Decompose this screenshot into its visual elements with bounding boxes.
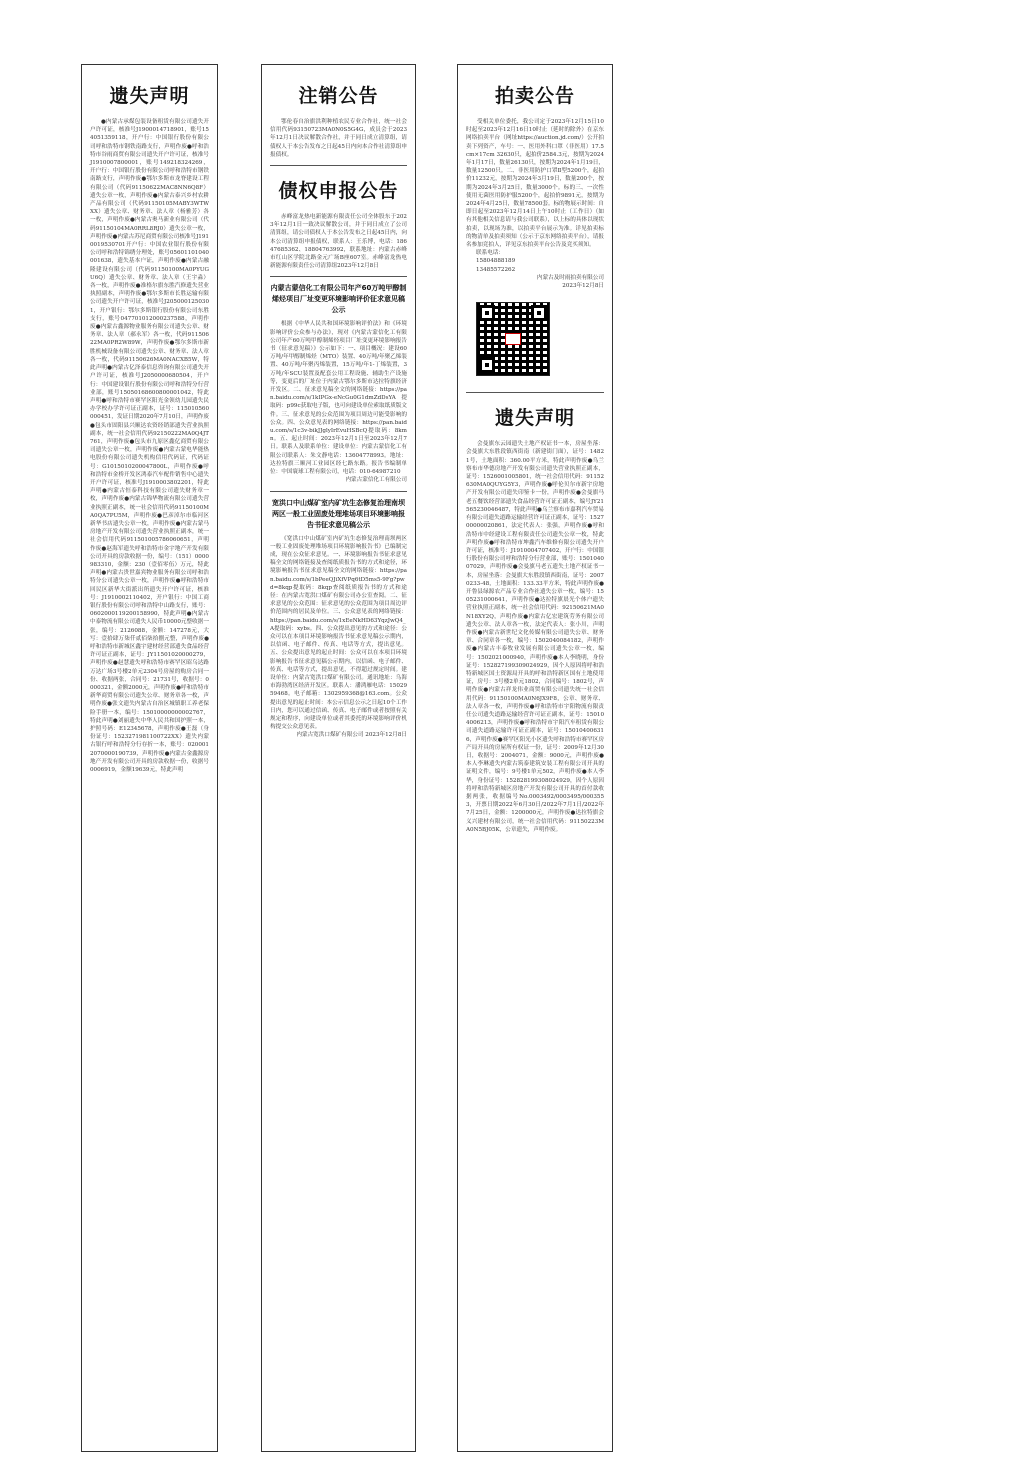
section-heading: 遗失声明 bbox=[494, 407, 575, 430]
deregistration-notice-section bbox=[270, 81, 407, 166]
eia-notice-section-2 bbox=[270, 498, 407, 746]
section-heading: 债权申报公告 bbox=[278, 180, 399, 203]
notice-body: ●内蒙古承煤包装设备租赁有限公司遗失开户许可证，核准号J1900014718901，账号154051359118，开户行：中国银行股份有限公司呼和浩特市钢铁南路支行，声明作废●呼和浩特市谷雨商贸有限公司遗失开户许可证，核准号J1910007800001，账号149218324269，开户行：中国银行股份有限公司呼和浩特市钢铁南路支行，声明作废●鄂尔多斯市龙脊建设工程有限公司（代码91150622MAC8NN6Q8F）遗失公章一枚，声明作废●内蒙古泰兴乡村农耕产品有限公司（代码91150105MABY3WTWXX）遗失公章、财务章、法人章（杨雅芳）各一枚，声明作废●内蒙古奥马新业有限公司（代码91150104MA0RRL8RJ0）遗失公章一枚，声明作废●内蒙古苏尼商贸有限公司核准号J1910019530701开户行：中国农业银行股份有限公司呼和浩特锦绣分理处，账号05601101040001638，遗失基本户证，声明作废●内蒙古融隆建设有限公司（代码91150100MA0PYUGU6Q）遗失公章、财务章、法人章（王宇淼）各一枚，声明作废●准格尔旗东胜汽修遗失营业执照副本，声明作废●鄂尔多斯市长胜运输有限公司遗失开户许可证，核准号J2050001250301，开户银行：鄂尔多斯银行股份有限公司东胜支行，账号047701012000237588，声明作废●内蒙古鑫源物业服务有限公司遗失公章、财务章、法人章（郝永军）各一枚，代码91150622MA0PR2W89W，声明作废●鄂尔多斯市新胜机械设备有限公司遗失公章、财务章、法人章各一枚，代码91150626MA0NACXB5W，特此声明●内蒙古亿泽泰信息咨询有限公司遗失开户许可证，核准号J2050000680504，开户行：中国建设银行股份有限公司呼和浩特分行营业部，账号15050168600800001042，特此声明●呼和浩特市赛罕区阳光金领幼儿园遗失民办学校办学许可证正副本，证号：115010560000451，发证日期2020年7月10日，声明作废●包头市固阳县兴顺达农资经销部遗失营业执照副本，统一社会信用代码92150222MA0Q4JT761，声明作废●包头市九原区鑫亿商贸有限公司遗失公章一枚，声明作废●内蒙古蒙电华能热电股份有限公司遗失机构信用代码证，代码证号：G1015010200047800L，声明作废●呼和浩特市金桥开发区鸿泰汽车配件销售中心遗失开户许可证，核准号J1910003802201，特此声明●内蒙古恒泰科技有限公司遗失财务章一枚，声明作废●内蒙古锦华物流有限公司遗失营业执照正副本，统一社会信用代码91150100MA0QA7PU5M，声明作废●巴彦淖尔市临河区新华书店遗失公章一枚，声明作废●内蒙古蒙马房地产开发有限公司遗失营业执照正副本，统一社会信用代码911501005786060651，声明作废●赵海军遗失呼和浩特市金宇地产开发有限公司开具的房款收据一份，编号：（151）0000983310，金额：230（壹佰零伍）万元，特此声明●内蒙古贵世嘉宾物业服务有限公司呼和浩特分公司遗失公章一枚，声明作废●呼和浩特市回民区新华大街派出所遗失开户许可证，核准号：J1910002110402，开户银行：中国工商银行股份有限公司呼和浩特中山路支行，账号：0602000119200158990，特此声明●内蒙古中泰物流有限公司遗失人民币10000元整收据一张，编号：2126088，金额：147278元，大写：壹拾肆万柒仟贰佰柒拾捌元整，声明作废●呼和浩特市新城区鑫宇建材经营部遗失食品经营许可证正副本，证号：JY11501020000279，声明作废●赵慧遗失呼和浩特市赛罕区昭乌达路万达广场3号楼2单元2304号房屋的购房合同一份、收据两张，合同号：21731号，收据号：0000321，金额2000元，声明作废●呼和浩特市新华商贸有限公司遗失公章、财务章各一枚，声明作废●张文遗失内蒙古自治区城镇职工养老保险手册一本，编号：15010000000002767，特此声明●刘丽遗失中华人民共和国护照一本，护照号码：E12345678，声明作废●王磊（身份证号：1523271981100722XX）遗失内蒙古银行呼和浩特分行存折一本，账号：0200012070000190739，声明作废●内蒙古金鑫源房地产开发有限公司开具的房款收据一份，收据号0006919，金额19639元，特此声明 bbox=[90, 119, 209, 774]
claims-notice-section bbox=[270, 176, 407, 277]
notice-date: 2023年12月8日 bbox=[562, 283, 604, 290]
column-left bbox=[81, 64, 218, 1452]
notice-signature: 内蒙古蒙信化工有限公司 bbox=[345, 477, 407, 484]
section-heading: 遗失声明 bbox=[109, 85, 190, 107]
notice-body: 赤峰富龙热电新能源有限责任公司全体股东于2023年12月1日一致决议解散公司，并于同日成立了公司清算组，请公司债权人于本公告发布之日起45日内，向本公司清算组申报债权，联系人：王乐博，电话：18647685362、18804763992，联系地址：内蒙古赤峰市红山区学院北路金元广场B座607室。赤峰富龙热电新能源有限责任公司清算组2023年12月8日 bbox=[270, 214, 407, 270]
contact-label: 联系电话： bbox=[476, 250, 504, 257]
lost-notice-section bbox=[90, 81, 209, 780]
notice-body: 《宽洪口中山煤矿室内矿坑生态修复治理南坝两区一般工业固废处理堆场项目环境影响报告书》已编制完成，现在公众征求意见。一、环境影响报告书征求意见稿全文的网络链接及查阅纸质报告书的方式和途径，环境影响报告书征求意见稿全文的网络链接：https://pan.baidu.com/s/1bPeeQJiXfVPq6tD5ms5-9Fg?pwd=8kqp提取码：8kqp查阅纸质报告书的方式和途径：在内蒙古宽洪口煤矿有限公司办公室查阅。二、征求意见的公众范围：征求意见的公众范围为项目周边评价范围内的居民及单位。三、公众意见表的网络链接：https://pan.baidu.com/s/1xEeNkHD63YqzJwQ4_A提取码：xybs。四、公众提出意见的方式和途径：公众可以在本项目环境影响报告书征求意见稿公示期内，以信函、电子邮件、传真、电话等方式，提出意见。五、公众提出意见的起止时间：公众可以在本项目环境影响报告书征求意见稿公示期内，以信函、电子邮件、传真、电话等方式，提出意见，不得超过规定时间。建设单位：内蒙古宽洪口煤矿有限公司。通讯地址：乌海市海勃湾区经济开发区。联系人：潘鸿雁电话：1502959468。电子邮箱：1302959368@163.com。公众提出意见的起止时间：本公示信息公示之日起10个工作日内，您可以通过信函、传真、电子邮件或者按照有关规定和程序，向建设单位或者其委托的环境影响评价机构提交公众意见表。 bbox=[270, 535, 407, 731]
contact-phone: 15804888189 bbox=[476, 258, 516, 265]
lost-notice-section bbox=[466, 403, 604, 840]
notice-body: 会曼旗东云园遗失土地产权证书一本，房屋坐落：会曼旗大东胜段镇西街南（新建街门面），证号：14821号，土地面积：360.00平方米，特此声明作废●乌兰察布市华德房地产开发有限公司遗失营业执照正副本，证号：1526001005801，统一社会信用代码：91152630MA0QUYG5Y3，声明作废●呼伦贝尔市新宇房地产开发有限公司遗失印鉴卡一份，声明作废●会曼旗马老五餐饮经营部遗失食品经营许可证正副本，编号JY21565230046487，特此声明●乌兰察布市嘉利汽车贸易有限公司遗失道路运输经营许可证正副本，证号：152700000020861，法定代表人：张强，声明作废●呼和浩特市中经建设工程有限责任公司遗失公章一枚，特此声明作废●呼和浩特市坤鑫汽车维修有限公司遗失开户许可证，核准号：J1910004707402，开户行：中国银行股份有限公司呼和浩特分行营业部，账号：150104007029，声明作废●会曼旗马老五遗失土地产权证书一本，房屋坐落：会曼旗大东胜段镇西街南，证号：20070233-48，土地面积：133.33平方米，特此声明作废●开鲁县绿源农产品专业合作社遗失公章一枚，编号：1505231000641，声明作废●达拉特旗晨光个体户遗失营业执照正副本，统一社会信用代码：92150621MA0N18XY2Q，声明作废●内蒙古亿宏建筑劳务有限公司遗失公章、法人章各一枚，法定代表人：张小川，声明作废●内蒙古新世纪文化传媒有限公司遗失公章、财务章、合同章各一枚，编号：1502040084182，声明作废●内蒙古丰泰牧业发展有限公司遗失公章一枚，编号：1502021000940，声明作废●本人李晓明，身份证号：152827199309024929，因个人原因将呼和浩特新城区国土资源局开具的呼和浩特新区国有土地使用证，房号：3号楼2单元1802，合同编号：1802号，声明作废●内蒙古祥龙伟业商贸有限公司遗失统一社会信用代码：91150100MA0N6JX9F8，公章、财务章、法人章各一枚，声明作废●呼和浩特市宇阳物流有限责任公司遗失道路运输经营许可证正副本，证号：150104006213，声明作废●呼和浩特市宇阳汽车租赁有限公司遗失道路运输许可证正副本，证号：150104006316，声明作废●赛罕区阳光小区遗失呼和浩特市赛罕区房产局开具的房屋所有权证一份，证号：2009年12月30日，收据号：2004071，金额：9000元，声明作废●本人李琳遗失内蒙古筑泰建筑安装工程有限公司开具的证明文件，编号：9号楼1单元502，声明作废●本人李华，身份证号：152828199308024929，因个人原因将呼和浩特新城区房地产开发有限公司开具的首付款收据两张，收据编号No.0003492/0003495/0003553，开票日期2022年6月30日/2022年7月1日/2022年7月25日，金额：1200000元，声明作废●达拉特旗会义兴建材有限公司，统一社会信用代码：91150223MA0N5BJ05K，公章遗失，声明作废。 bbox=[466, 441, 605, 833]
section-heading: 拍卖公告 bbox=[494, 85, 575, 107]
notice-body: 鄂伦春自治旗洪利种植农民专业合作社，统一社会信用代码93150723MA0N0S5G4G，成员会于2023年12月1日决议解散合作社，并于同日成立清算组，请债权人于本公告发布之日起45日内向本合作社清算组申报债权。 bbox=[270, 119, 407, 158]
notice-signature: 内蒙古宽洪口煤矿有限公司 2023年12月8日 bbox=[296, 732, 407, 739]
column-middle bbox=[261, 64, 416, 1452]
notice-title: 宽洪口中山煤矿室内矿坑生态修复治理南坝两区一般工业固废处理堆场项目环境影响报告书征求意见稿公示 bbox=[272, 498, 405, 529]
section-heading: 注销公告 bbox=[298, 85, 379, 107]
notice-body: 根据《中华人民共和国环境影响评价法》和《环境影响评价公众参与办法》，现对《内蒙古蒙信化工有限公司年产60万吨甲醇制烯烃项目厂址变更环境影响报告书（征求意见稿）》公示如下：一、项目概况：建设60万吨/年甲醇制烯烃（MTO）装置、40万吨/年聚乙烯装置、40万吨/年聚丙烯装置，15万吨/年1-丁烯装置，3万吨/年SCU装置及配套公用工程设施、辅助生产设施等，变更后的厂址位于内蒙古鄂尔多斯市达拉特旗经济开发区。二、征求意见稿全文的网络链接：https://pan.baidu.com/s/1kIPGx-eNcGu0G1dmZdDsYA提取码：p99c获取电子版，也可向建设单位索取纸质版文件。三、征求意见的公众范围为项目周边可能受影响的公众。四、公众意见表的网络链接：https://pan.baidu.com/s/1c3v-bikJJglyIrEvuHSBcQ提取码：8kmn。五、起止时间：2023年12月1日至2023年12月7日。联系人及联系单位：建设单位：内蒙古蒙信化工有限公司联系人：朱文静电话：13604778993。地址：达拉特旗三顺河工业园区经七路东路。报告书编制单位：中国寰球工程有限公司，电话：010-64987210 bbox=[270, 321, 407, 476]
notice-body: 受相关单位委托，我公司定于2023年12月15日10时起至2023年12月16日10时止（延时的除外）在京东网络拍卖平台（网址https://auction.jd.com/）公开拍卖下列资产，车号：一、医用外科口罩（非医用）17.5cm×17cm 32630只，起拍价2584.3元，按期为2024年1月17日，数量26130只，按期为2024年1月19日，数量12500只。二、非医用防护口罩Ⅱ型5200个，起拍价11232元，按期为2024年3月19日，数量200个，按期为2024年3月25日，数量3000个。标的三、一次性使用无菌医用防护服5200个，起拍价9891元，按期为2024年4月25日，数量78500套。标的物展示时间：自即日起至2023年12月14日上午10时止（工作日）（如有其他相关信息请与我公司联系），以上标的具体以现状拍卖，以现场为准，以拍卖平台展示为准。详见拍卖标的物清单及拍卖须知（公示于京东网络拍卖平台），请报名参加竞拍人，详见京东拍卖平台公告及竞买须知。 bbox=[466, 119, 604, 249]
qr-code-icon bbox=[476, 302, 550, 376]
contact-phone: 13485572262 bbox=[476, 266, 516, 273]
notice-signature: 内蒙古及时雨拍卖有限公司 bbox=[536, 274, 604, 281]
auction-notice-section bbox=[466, 81, 604, 393]
column-right bbox=[457, 64, 613, 1452]
eia-notice-section bbox=[270, 283, 407, 491]
notice-title: 内蒙古蒙信化工有限公司年产60万吨甲醇制烯烃项目厂址变更环境影响评价征求意见稿公示 bbox=[270, 284, 407, 315]
